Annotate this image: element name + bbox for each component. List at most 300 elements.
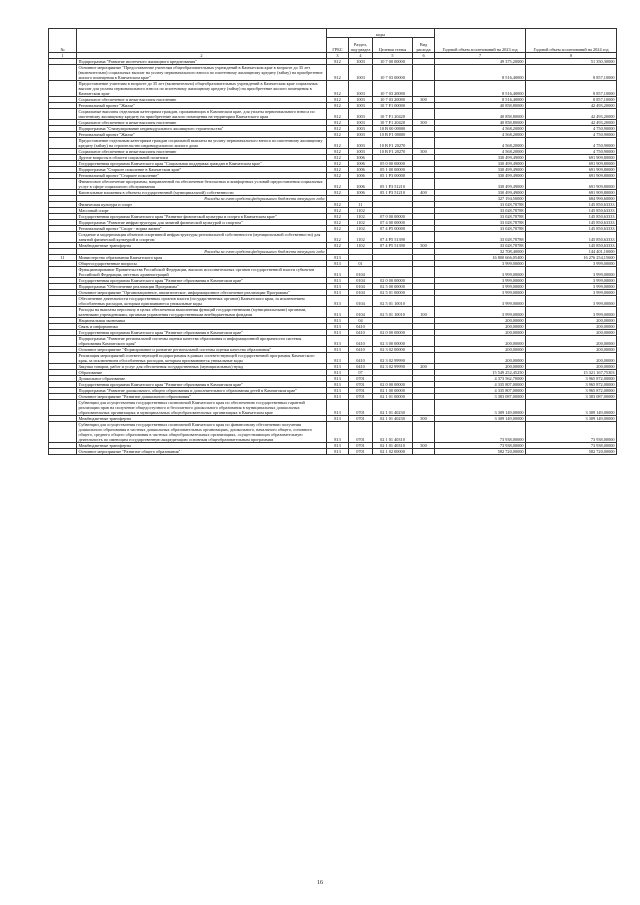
row-vr: 400 bbox=[413, 190, 435, 196]
row-razdel: 04 bbox=[349, 318, 373, 324]
row-grbs: 812 bbox=[327, 214, 349, 220]
row-amount-2024: 73 938,00000 bbox=[526, 422, 617, 443]
row-amount-2023: 200,00000 bbox=[435, 353, 526, 364]
row-amount-2024: 3 383 087,00000 bbox=[526, 394, 617, 400]
row-razdel: 1102 bbox=[349, 243, 373, 249]
row-csr: 07 4 P5 51390 bbox=[373, 232, 413, 243]
row-number bbox=[49, 267, 77, 278]
row-name: Основное мероприятие "Организационное, аналитическое, информационное обеспечение реализации Программы" bbox=[77, 290, 327, 296]
row-grbs: 812 bbox=[327, 243, 349, 249]
row-csr: 02 1 01 40310 bbox=[373, 443, 413, 449]
row-amount-2024: 145 850,63333 bbox=[526, 243, 617, 249]
row-amount-2024: 691 909,80000 bbox=[526, 155, 617, 161]
row-csr: 07 4 P5 00000 bbox=[373, 226, 413, 232]
row-razdel: 0104 bbox=[349, 307, 373, 318]
table-row bbox=[49, 400, 617, 416]
row-name: Дошкольное образование bbox=[77, 376, 327, 382]
row-amount-2024: 3 999,00000 bbox=[526, 261, 617, 267]
row-grbs: 812 bbox=[327, 81, 349, 97]
row-name: Субвенции для осуществления государственных полномочий Камчатского края по финансовому обеспечению получения дошкольного образования в частных дошкольных образовательных организациях, дошкольного, начального общего, основного общего, среднего общего образования в частных общеобразовательных организациях, осуществляющих образовательную деятельность по имеющим государственную аккредитацию основным общеобразовательным программам bbox=[77, 422, 327, 443]
header-num: № bbox=[49, 29, 77, 53]
row-vr bbox=[413, 353, 435, 364]
row-vr: 300 bbox=[413, 149, 435, 155]
row-name: Социальное обеспечение и иные выплаты населению bbox=[77, 149, 327, 155]
row-amount-2023: 8 516,40000 bbox=[435, 97, 526, 103]
row-razdel: 1003 bbox=[349, 81, 373, 97]
row-csr bbox=[373, 267, 413, 278]
row-name: Физическая культура и спорт bbox=[77, 202, 327, 208]
row-amount-2023: 330 499,49000 bbox=[435, 173, 526, 179]
row-amount-2024: 691 909,80000 bbox=[526, 179, 617, 190]
row-razdel: 0701 bbox=[349, 400, 373, 416]
row-razdel: 0701 bbox=[349, 449, 373, 455]
row-amount-2024: 42 493,20000 bbox=[526, 103, 617, 109]
row-razdel: 1006 bbox=[349, 179, 373, 190]
row-name: Подпрограмма "Обеспечение реализации Программы" bbox=[77, 284, 327, 290]
row-csr: 10 В F1 00000 bbox=[373, 132, 413, 138]
table-row bbox=[49, 179, 617, 190]
row-grbs: 812 bbox=[327, 97, 349, 103]
row-csr: 02 1 02 00000 bbox=[373, 449, 413, 455]
row-grbs: 812 bbox=[327, 103, 349, 109]
row-amount-2024: 3 965 872,00000 bbox=[526, 376, 617, 382]
row-name: Связь и информатика bbox=[77, 324, 327, 330]
row-amount-2023: 3 999,00000 bbox=[435, 284, 526, 290]
row-razdel: 0410 bbox=[349, 324, 373, 330]
row-grbs: 813 bbox=[327, 267, 349, 278]
row-razdel: 1003 bbox=[349, 97, 373, 103]
row-number bbox=[49, 65, 77, 81]
row-razdel: 1102 bbox=[349, 226, 373, 232]
row-amount-2023: 32 708,40000 bbox=[435, 249, 526, 255]
row-amount-2024: 4 750,90000 bbox=[526, 149, 617, 155]
row-grbs: 812 bbox=[327, 109, 349, 120]
header-csr: Целевая статья bbox=[373, 38, 413, 53]
row-razdel: 0701 bbox=[349, 394, 373, 400]
row-amount-2024: 15 321 167,75303 bbox=[526, 370, 617, 376]
row-grbs: 812 bbox=[327, 149, 349, 155]
row-csr: 02 3 02 00000 bbox=[373, 347, 413, 353]
row-amount-2023: 330 499,49000 bbox=[435, 161, 526, 167]
row-name: Национальная экономика bbox=[77, 318, 327, 324]
row-vr bbox=[413, 232, 435, 243]
row-csr: 02 1 01 00000 bbox=[373, 394, 413, 400]
row-vr: 500 bbox=[413, 443, 435, 449]
row-razdel: 0410 bbox=[349, 364, 373, 370]
row-number bbox=[49, 422, 77, 443]
row-amount-2023: 200,00000 bbox=[435, 336, 526, 347]
table-row bbox=[49, 81, 617, 97]
row-amount-2024: 3 999,00000 bbox=[526, 284, 617, 290]
row-name: Подпрограмма "Развитие инфраструктуры для занятий физической культурой и спортом" bbox=[77, 220, 327, 226]
row-razdel: 1102 bbox=[349, 232, 373, 243]
row-razdel: 0410 bbox=[349, 330, 373, 336]
row-razdel: 1003 bbox=[349, 109, 373, 120]
row-csr: 02 5 01 10010 bbox=[373, 307, 413, 318]
row-amount-2024: 145 850,63333 bbox=[526, 214, 617, 220]
row-amount-2023: 3 999,00000 bbox=[435, 296, 526, 307]
row-name: Реализация мероприятий соответствующей подпрограммы в рамках соответствующей государственной программы Камчатского края, за исключением обособленных расходов, которым присваиваются уникальные коды bbox=[77, 353, 327, 364]
row-razdel: 0701 bbox=[349, 382, 373, 388]
row-grbs: 813 bbox=[327, 278, 349, 284]
row-csr: 02 1 01 40230 bbox=[373, 400, 413, 416]
row-razdel: 0701 bbox=[349, 416, 373, 422]
row-csr: 10 7 F1 20420 bbox=[373, 120, 413, 126]
row-amount-2023: 330 499,49000 bbox=[435, 167, 526, 173]
row-amount-2024: 73 938,00000 bbox=[526, 443, 617, 449]
row-amount-2024: 200,00000 bbox=[526, 330, 617, 336]
row-name: Расходы за счет средств федерального бюджета текущего года bbox=[77, 196, 327, 202]
row-grbs: 812 bbox=[327, 173, 349, 179]
row-amount-2023: 8 516,40000 bbox=[435, 81, 526, 97]
row-vr: 500 bbox=[413, 416, 435, 422]
row-amount-2023: 33 028,78788 bbox=[435, 243, 526, 249]
row-number: 11 bbox=[49, 255, 77, 261]
row-amount-2024: 42 493,20000 bbox=[526, 120, 617, 126]
row-amount-2023: 8 516,40000 bbox=[435, 65, 526, 81]
table-row bbox=[49, 109, 617, 120]
row-grbs: 813 bbox=[327, 400, 349, 416]
row-amount-2023: 327 194,50000 bbox=[435, 196, 526, 202]
table-row bbox=[49, 232, 617, 243]
row-razdel: 0410 bbox=[349, 347, 373, 353]
row-amount-2024: 145 850,63333 bbox=[526, 226, 617, 232]
row-name: Подпрограмма "Стимулирование индивидуального жилищного строительства" bbox=[77, 126, 327, 132]
row-amount-2023: 40 858,80000 bbox=[435, 120, 526, 126]
row-name: Государственная программа Камчатского края "Социальная поддержка граждан в Камчатском крае" bbox=[77, 161, 327, 167]
row-amount-2024: 145 850,63333 bbox=[526, 208, 617, 214]
row-grbs: 812 bbox=[327, 202, 349, 208]
column-number: 6 bbox=[413, 53, 435, 59]
row-csr: 05 1 P3 51210 bbox=[373, 190, 413, 196]
row-amount-2023: 3 999,00000 bbox=[435, 307, 526, 318]
row-amount-2024: 691 909,80000 bbox=[526, 161, 617, 167]
row-grbs: 812 bbox=[327, 155, 349, 161]
row-csr: 02 1 01 40310 bbox=[373, 422, 413, 443]
row-razdel: 0701 bbox=[349, 376, 373, 382]
row-amount-2024: 4 750,90000 bbox=[526, 132, 617, 138]
row-name: Государственная программа Камчатского края "Развитие образования в Камчатском крае" bbox=[77, 278, 327, 284]
row-amount-2023: 16 800 666,05400 bbox=[435, 255, 526, 261]
row-grbs: 813 bbox=[327, 376, 349, 382]
row-razdel: 0104 bbox=[349, 290, 373, 296]
row-amount-2023: 200,00000 bbox=[435, 364, 526, 370]
row-amount-2023: 200,00000 bbox=[435, 324, 526, 330]
row-name: Создание и модернизация объектов спортивной инфраструктуры региональной собственности (муниципальной собственности) для занятий физической культурой и спортом bbox=[77, 232, 327, 243]
row-razdel: 07 bbox=[349, 370, 373, 376]
row-amount-2023: 4 335 807,00000 bbox=[435, 382, 526, 388]
row-name: Расходы на выплаты персоналу в целях обеспечения выполнения функций государственными (муниципальными) органами, казенными учреждениями, органами управления государственными внебюджетными фондами bbox=[77, 307, 327, 318]
row-csr: 02 5 01 10010 bbox=[373, 296, 413, 307]
row-vr bbox=[413, 179, 435, 190]
row-number bbox=[49, 81, 77, 97]
row-amount-2023: 40 858,80000 bbox=[435, 103, 526, 109]
row-amount-2024: 200,00000 bbox=[526, 364, 617, 370]
row-razdel: 1003 bbox=[349, 132, 373, 138]
row-amount-2024: 51 350,30000 bbox=[526, 59, 617, 65]
row-razdel: 01 bbox=[349, 261, 373, 267]
row-razdel: 1102 bbox=[349, 208, 373, 214]
row-razdel: 1003 bbox=[349, 59, 373, 65]
row-amount-2024: 3 965 872,00000 bbox=[526, 388, 617, 394]
row-name: Подпрограмма "Развитие ипотечного жилищного кредитования" bbox=[77, 59, 327, 65]
row-csr: 02 1 00 00000 bbox=[373, 388, 413, 394]
row-csr: 05 1 00 00000 bbox=[373, 167, 413, 173]
row-name: Основное мероприятие "Развитие дошкольного образования" bbox=[77, 394, 327, 400]
row-grbs: 813 bbox=[327, 394, 349, 400]
row-name: Субвенции для осуществления государственных полномочий Камчатского края по обеспечению государственных гарантий реализации прав на получение общедоступного и бесплатного дошкольного образования в муниципальных дошкольных образовательных организациях и муниципальных общеобразовательных организациях в Камчатском крае bbox=[77, 400, 327, 416]
row-name: Обеспечение деятельности государственных органов власти (государственных органов) Камчатского края, за исключением обособленных расходов, которым присваиваются уникальные коды bbox=[77, 296, 327, 307]
row-razdel: 1003 bbox=[349, 103, 373, 109]
row-amount-2024: 691 909,80000 bbox=[526, 173, 617, 179]
header-2024: Годовой объем ассигнований на 2024 год bbox=[526, 29, 617, 53]
row-grbs: 812 bbox=[327, 220, 349, 226]
row-amount-2023: 200,00000 bbox=[435, 318, 526, 324]
row-razdel: 0104 bbox=[349, 296, 373, 307]
row-razdel: 0701 bbox=[349, 388, 373, 394]
table-row bbox=[49, 65, 617, 81]
row-amount-2023: 49 375,20000 bbox=[435, 59, 526, 65]
row-amount-2023: 33 028,78788 bbox=[435, 208, 526, 214]
row-amount-2023: 200,00000 bbox=[435, 330, 526, 336]
row-name: Предоставление отдельным категориям граждан социальной выплаты на уплату первоначального взноса по ипотечному жилищному кредиту (займу) на строительство индивидуального жилого дома bbox=[77, 138, 327, 149]
row-razdel: 1003 bbox=[349, 120, 373, 126]
row-grbs: 813 bbox=[327, 330, 349, 336]
row-vr: 300 bbox=[413, 120, 435, 126]
row-razdel: 0410 bbox=[349, 336, 373, 347]
row-number bbox=[49, 138, 77, 149]
row-amount-2023: 4 568,20000 bbox=[435, 126, 526, 132]
row-razdel: 0701 bbox=[349, 422, 373, 443]
row-grbs: 813 bbox=[327, 353, 349, 364]
row-name: Финансовое обеспечение программы, направленной на обеспечение безопасных и комфортных условий предоставления социальных услуг в сфере социального обслуживания bbox=[77, 179, 327, 190]
row-csr: 05 1 P3 00000 bbox=[373, 173, 413, 179]
row-name: Региональный проект "Старшее поколение" bbox=[77, 173, 327, 179]
row-grbs: 813 bbox=[327, 382, 349, 388]
table-row bbox=[49, 449, 617, 455]
table-header-row bbox=[49, 29, 617, 38]
row-razdel: 1006 bbox=[349, 167, 373, 173]
row-number bbox=[49, 296, 77, 307]
row-amount-2023: 73 938,00000 bbox=[435, 422, 526, 443]
row-grbs: 813 bbox=[327, 416, 349, 422]
row-amount-2023: 40 858,80000 bbox=[435, 109, 526, 120]
row-name: Региональный проект "Спорт - норма жизни" bbox=[77, 226, 327, 232]
row-number bbox=[49, 353, 77, 364]
row-razdel: 1003 bbox=[349, 149, 373, 155]
row-grbs: 813 bbox=[327, 255, 349, 261]
row-grbs: 813 bbox=[327, 347, 349, 353]
row-grbs: 813 bbox=[327, 290, 349, 296]
row-csr: 10 7 F1 20420 bbox=[373, 109, 413, 120]
row-razdel: 1003 bbox=[349, 65, 373, 81]
row-amount-2024: 582 720,00000 bbox=[526, 449, 617, 455]
row-csr: 10 7 00 00000 bbox=[373, 59, 413, 65]
table-row bbox=[49, 296, 617, 307]
row-name: Социальное обеспечение и иные выплаты населению bbox=[77, 97, 327, 103]
row-name: Министерство образования Камчатского края bbox=[77, 255, 327, 261]
row-number bbox=[49, 449, 77, 455]
page-number: 16 bbox=[317, 880, 323, 886]
row-amount-2023: 73 938,00000 bbox=[435, 443, 526, 449]
row-razdel: 0410 bbox=[349, 353, 373, 364]
row-vr bbox=[413, 81, 435, 97]
row-csr: 02 3 02 99990 bbox=[373, 353, 413, 364]
row-grbs: 812 bbox=[327, 120, 349, 126]
row-grbs: 812 bbox=[327, 179, 349, 190]
row-amount-2023: 330 499,49000 bbox=[435, 190, 526, 196]
row-amount-2023: 4 568,20000 bbox=[435, 138, 526, 149]
row-amount-2024: 200,00000 bbox=[526, 336, 617, 347]
row-csr: 10 В 00 00000 bbox=[373, 126, 413, 132]
row-amount-2023: 330 499,49000 bbox=[435, 179, 526, 190]
row-name: Межбюджетные трансферты bbox=[77, 243, 327, 249]
row-name: Подпрограмма "Развитие дошкольного, общего образования и дополнительного образования детей в Камчатском крае" bbox=[77, 388, 327, 394]
row-razdel: 1102 bbox=[349, 220, 373, 226]
row-grbs: 812 bbox=[327, 232, 349, 243]
row-amount-2024: 42 493,20000 bbox=[526, 109, 617, 120]
row-amount-2024: 3 999,00000 bbox=[526, 267, 617, 278]
row-grbs: 813 bbox=[327, 318, 349, 324]
header-grbs: ГРБС bbox=[327, 38, 349, 53]
row-grbs: 813 bbox=[327, 388, 349, 394]
column-number: 1 bbox=[49, 53, 77, 59]
row-vr bbox=[413, 138, 435, 149]
row-csr: 10 7 03 20080 bbox=[373, 97, 413, 103]
row-amount-2023: 15 549 252,45250 bbox=[435, 370, 526, 376]
row-amount-2024: 684 990,60000 bbox=[526, 196, 617, 202]
row-amount-2024: 3 999,00000 bbox=[526, 296, 617, 307]
row-amount-2023: 3 999,00000 bbox=[435, 290, 526, 296]
row-csr: 07 0 00 00000 bbox=[373, 214, 413, 220]
row-amount-2023: 4 373 562,70000 bbox=[435, 376, 526, 382]
row-amount-2024: 8 857,10000 bbox=[526, 65, 617, 81]
column-number: 2 bbox=[77, 53, 327, 59]
row-name: Функционирование Правительства Российской Федерации, высших исполнительных органов государственной власти субъектов Российской Федерации, местных администраций bbox=[77, 267, 327, 278]
row-csr: 10 7 03 00000 bbox=[373, 65, 413, 81]
row-csr: 05 1 P3 51210 bbox=[373, 179, 413, 190]
row-csr: 02 3 02 99990 bbox=[373, 364, 413, 370]
row-vr bbox=[413, 267, 435, 278]
table-row bbox=[49, 353, 617, 364]
row-name: Предоставление учителям в возрасте до 35 лет (включительно) общеобразовательных учреждений в Камчатском крае социальных выплат для уплаты первоначального взноса по ипотечному жилищному кредиту (займу) на приобретение жилого помещения в Камчатском крае bbox=[77, 81, 327, 97]
row-grbs: 813 bbox=[327, 364, 349, 370]
row-vr bbox=[413, 422, 435, 443]
row-number bbox=[49, 232, 77, 243]
row-name: Основное мероприятие "Предоставление учителям общеобразовательных учреждений в Камчатском крае в возрасте до 35 лет (включительно) социальных выплат на уплату первоначального взноса по ипотечному жилищному кредиту (займу) на приобретение жилого помещения в Камчатском крае" bbox=[77, 65, 327, 81]
table-row bbox=[49, 307, 617, 318]
row-grbs: 812 bbox=[327, 126, 349, 132]
row-vr: 500 bbox=[413, 243, 435, 249]
row-amount-2023: 3 999,00000 bbox=[435, 278, 526, 284]
row-grbs: 813 bbox=[327, 449, 349, 455]
row-vr: 100 bbox=[413, 307, 435, 318]
row-number bbox=[49, 179, 77, 190]
row-name: Государственная программа Камчатского края "Развитие образования в Камчатском крае" bbox=[77, 382, 327, 388]
row-vr: 300 bbox=[413, 97, 435, 103]
row-name: Подпрограмма "Старшее поколение в Камчатском крае" bbox=[77, 167, 327, 173]
header-razdel: Раздел, под-раздел bbox=[349, 38, 373, 53]
row-amount-2024: 145 850,63333 bbox=[526, 232, 617, 243]
row-name: Основное мероприятие "Развитие общего образования" bbox=[77, 449, 327, 455]
row-vr bbox=[413, 296, 435, 307]
row-razdel: 1006 bbox=[349, 155, 373, 161]
row-amount-2024: 200,00000 bbox=[526, 318, 617, 324]
row-csr: 02 5 00 00000 bbox=[373, 284, 413, 290]
row-amount-2023: 33 028,78788 bbox=[435, 214, 526, 220]
row-razdel: 1006 bbox=[349, 161, 373, 167]
row-razdel: 0701 bbox=[349, 443, 373, 449]
header-codes: коды bbox=[327, 29, 435, 38]
row-grbs: 812 bbox=[327, 59, 349, 65]
row-grbs: 812 bbox=[327, 167, 349, 173]
row-razdel: 0104 bbox=[349, 267, 373, 278]
row-grbs: 812 bbox=[327, 132, 349, 138]
row-amount-2023: 3 309 149,00000 bbox=[435, 400, 526, 416]
row-razdel: 0104 bbox=[349, 278, 373, 284]
budget-table bbox=[48, 28, 617, 455]
row-grbs: 813 bbox=[327, 307, 349, 318]
row-amount-2024: 16 276 254,15600 bbox=[526, 255, 617, 261]
row-number bbox=[49, 400, 77, 416]
row-amount-2023: 33 028,78788 bbox=[435, 226, 526, 232]
row-name: Капитальные вложения в объекты государственной (муниципальной) собственности bbox=[77, 190, 327, 196]
row-grbs: 812 bbox=[327, 208, 349, 214]
row-razdel: 1006 bbox=[349, 173, 373, 179]
column-number: 5 bbox=[373, 53, 413, 59]
table-row bbox=[49, 336, 617, 347]
row-name: Социальные выплаты отдельным категориям граждан, проживающих в Камчатском крае, для уплаты первоначального взноса по ипотечному жилищному кредиту на приобретение жилого помещения на территории Камчатского края bbox=[77, 109, 327, 120]
row-amount-2023: 582 720,00000 bbox=[435, 449, 526, 455]
table-row bbox=[49, 138, 617, 149]
row-amount-2023: 33 028,78788 bbox=[435, 232, 526, 243]
row-csr: 02 3 00 00000 bbox=[373, 336, 413, 347]
row-amount-2024: 200,00000 bbox=[526, 347, 617, 353]
row-razdel: 1006 bbox=[349, 190, 373, 196]
row-amount-2024: 3 309 149,00000 bbox=[526, 416, 617, 422]
table-row bbox=[49, 267, 617, 278]
row-name: Региональный проект "Жилье" bbox=[77, 103, 327, 109]
row-amount-2024: 145 850,63333 bbox=[526, 220, 617, 226]
row-name: Региональный проект "Жилье" bbox=[77, 132, 327, 138]
row-amount-2023: 3 383 087,00000 bbox=[435, 394, 526, 400]
header-2023: Годовой объем ассигнований на 2023 год bbox=[435, 29, 526, 53]
row-grbs: 813 bbox=[327, 422, 349, 443]
column-number: 4 bbox=[349, 53, 373, 59]
row-name: Социальное обеспечение и иные выплаты населению bbox=[77, 120, 327, 126]
row-name: Подпрограмма "Развитие региональной системы оценки качества образования и информационной прозрачности системы образования Камчатского края" bbox=[77, 336, 327, 347]
row-amount-2023: 3 999,00000 bbox=[435, 267, 526, 278]
row-number bbox=[49, 109, 77, 120]
row-amount-2024: 3 309 149,00000 bbox=[526, 400, 617, 416]
row-csr: 10 7 03 20080 bbox=[373, 81, 413, 97]
row-name: Образование bbox=[77, 370, 327, 376]
row-number bbox=[49, 336, 77, 347]
row-number bbox=[49, 307, 77, 318]
row-amount-2024: 691 909,80000 bbox=[526, 190, 617, 196]
column-number: 3 bbox=[327, 53, 349, 59]
row-csr: 07 4 00 00000 bbox=[373, 220, 413, 226]
row-amount-2023: 33 028,78788 bbox=[435, 220, 526, 226]
row-name: Общегосударственные вопросы bbox=[77, 261, 327, 267]
row-amount-2024: 3 999,00000 bbox=[526, 278, 617, 284]
row-name: Государственная программа Камчатского края "Развитие физической культуры и спорта в Камчатском крае" bbox=[77, 214, 327, 220]
row-amount-2024: 8 857,10000 bbox=[526, 81, 617, 97]
row-csr: 07 4 P5 51390 bbox=[373, 243, 413, 249]
row-grbs: 813 bbox=[327, 261, 349, 267]
row-grbs: 813 bbox=[327, 296, 349, 307]
row-vr bbox=[413, 109, 435, 120]
